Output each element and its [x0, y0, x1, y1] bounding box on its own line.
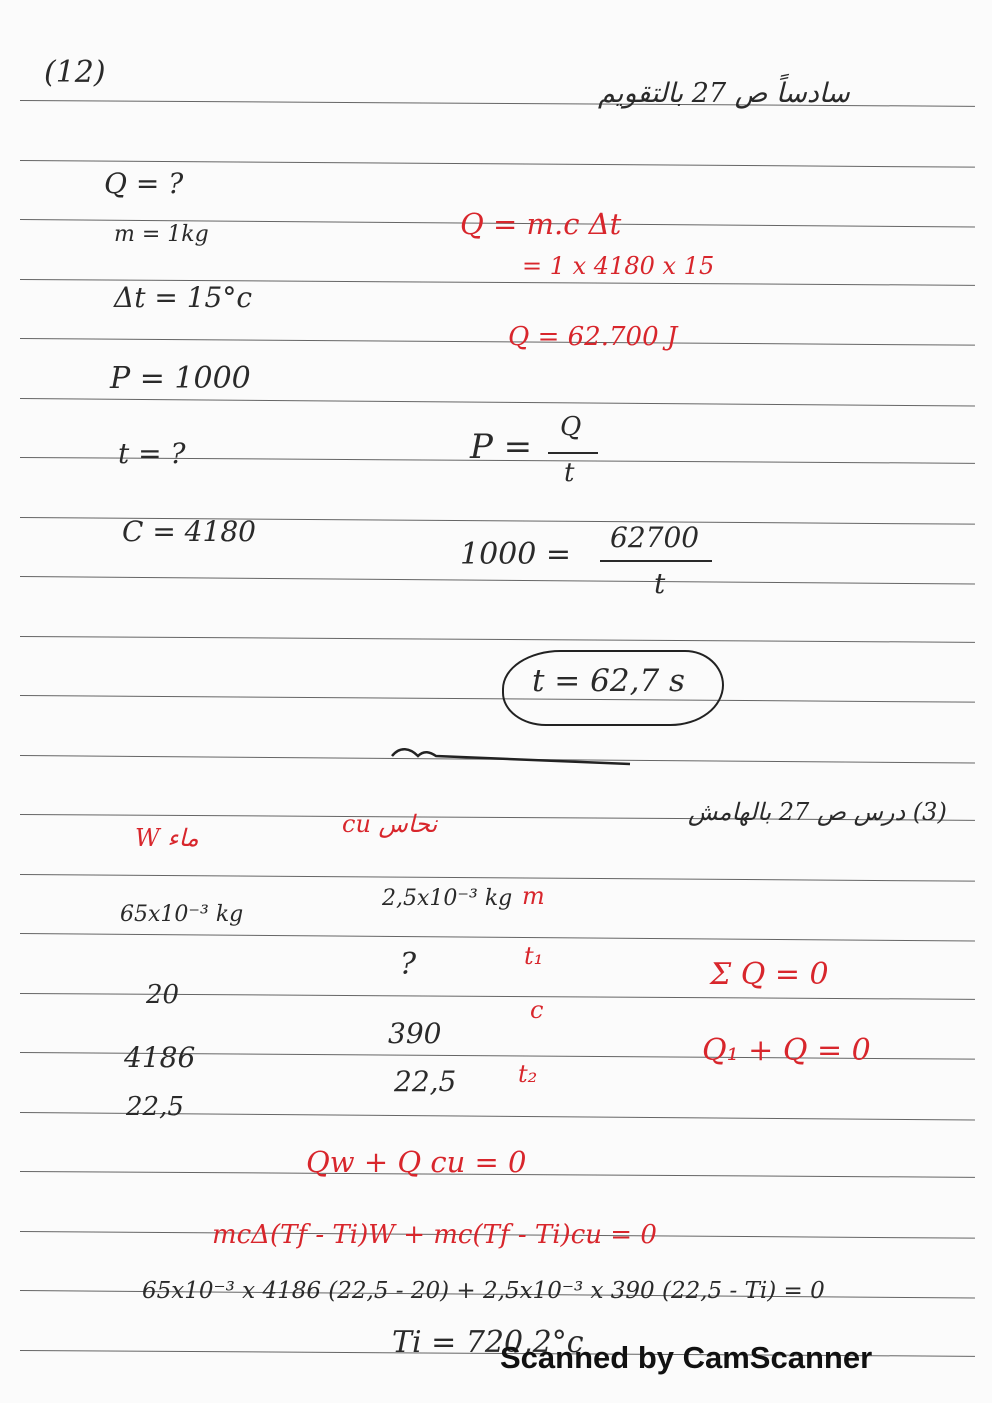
- ruled-line: [20, 398, 975, 407]
- power-subst-numerator: 62700: [610, 521, 700, 554]
- ruled-line: [20, 338, 975, 346]
- row-label-mass: m: [522, 882, 545, 910]
- copper-t1: ?: [400, 947, 417, 982]
- page-number: (12): [44, 55, 106, 90]
- heat-formula: Q = m.c Δt: [460, 207, 622, 241]
- time-answer: t = 62,7 s: [532, 663, 685, 699]
- given-heat: Q = ?: [104, 167, 184, 200]
- copper-c: 390: [388, 1017, 442, 1050]
- initial-temperature-result: Ti = 720,2°c: [392, 1325, 584, 1360]
- power-subst-denominator: t: [654, 567, 666, 600]
- heat-substitution: = 1 x 4180 x 15: [522, 252, 715, 280]
- column-header-copper: نحاس cu: [342, 810, 438, 838]
- fraction-bar: [548, 452, 598, 454]
- ruled-line: [20, 933, 975, 942]
- numeric-substitution: 65x10⁻³ x 4186 (22,5 - 20) + 2,5x10⁻³ x 390 (22,5 - Ti) = 0: [142, 1278, 825, 1304]
- power-formula-lhs: P =: [470, 427, 533, 467]
- water-copper-balance: Qw + Q cu = 0: [306, 1145, 527, 1179]
- heat-balance-equation: Q₁ + Q = 0: [702, 1033, 871, 1068]
- copper-mass: 2,5x10⁻³ kg: [382, 886, 513, 911]
- fraction-bar: [600, 560, 712, 562]
- power-subst-lhs: 1000 =: [460, 537, 572, 572]
- water-t2: 22,5: [126, 1092, 184, 1122]
- ruled-line: [20, 874, 975, 882]
- ruled-line: [20, 636, 975, 643]
- given-mass: m = 1kg: [114, 222, 209, 247]
- page-header: سادساً ص 27 بالتقويم: [598, 78, 850, 109]
- given-specific-heat: C = 4180: [122, 515, 256, 548]
- water-t1: 20: [146, 980, 180, 1010]
- problem2-header: (3) درس ص 27 بالهامش: [688, 798, 947, 826]
- column-header-water: ماء W: [135, 824, 199, 852]
- separator-scribble: [390, 742, 640, 772]
- sum-heat-equation: Σ Q = 0: [710, 957, 829, 992]
- camscanner-watermark: Scanned by CamScanner: [500, 1340, 873, 1375]
- power-formula-numerator: Q: [560, 412, 582, 442]
- water-mass: 65x10⁻³ kg: [120, 902, 244, 927]
- given-power: P = 1000: [110, 361, 251, 396]
- ruled-line: [20, 576, 975, 585]
- power-formula-denominator: t: [564, 458, 575, 488]
- heat-result: Q = 62.700 J: [508, 322, 678, 352]
- expanded-formula: mcΔ(Tf - Ti)W + mc(Tf - Ti)cu = 0: [212, 1220, 657, 1250]
- ruled-line: [20, 695, 975, 703]
- given-delta-t: Δt = 15°c: [114, 281, 253, 314]
- row-label-c: c: [530, 996, 544, 1024]
- water-c: 4186: [124, 1041, 196, 1074]
- row-label-t1: t₁: [524, 942, 544, 970]
- given-time: t = ?: [118, 437, 186, 470]
- copper-t2: 22,5: [394, 1065, 457, 1098]
- row-label-t2: t₂: [518, 1060, 538, 1088]
